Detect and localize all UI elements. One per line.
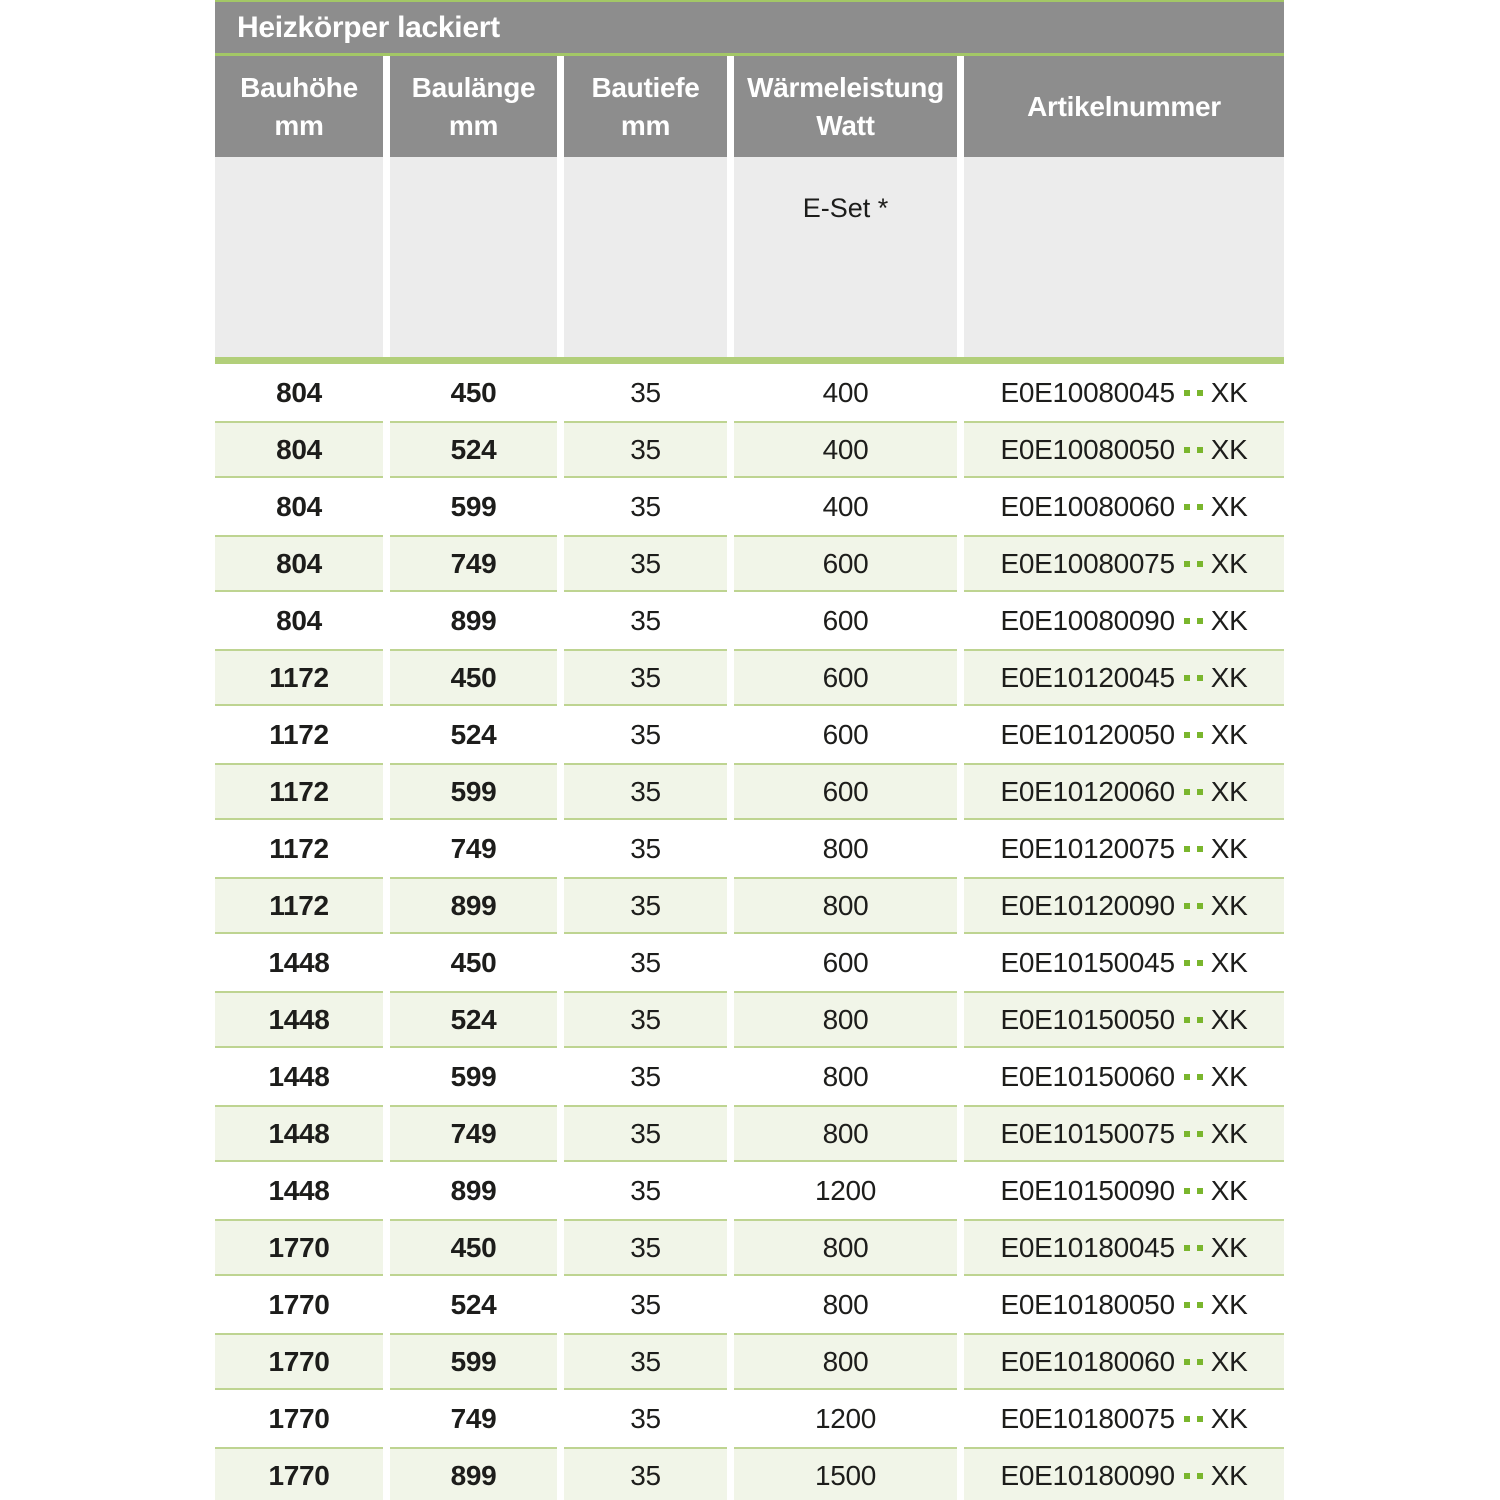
cell-artikelnummer [964,1390,1284,1447]
column-label: Artikelnummer [1027,90,1221,122]
cell-bauhoehe: 1172 [269,832,329,864]
code-placeholder-dot-icon [1184,846,1190,852]
column-header-artikelnummer [964,56,1284,157]
cell-artikelnummer [964,1162,1284,1219]
cell-bautiefe: 35 [564,991,727,1048]
cell-baulaenge: 450 [450,376,497,408]
artikelnummer-suffix: XK [1210,1288,1248,1320]
cell-watt: 800 [734,1219,957,1276]
code-placeholder-dot-icon [1184,504,1190,510]
artikelnummer-suffix: XK [1210,661,1248,693]
artikelnummer-suffix: XK [1210,1117,1248,1149]
code-placeholder-dot-icon [1184,1131,1190,1137]
code-placeholder-dot-icon [1197,504,1203,510]
cell-bauhoehe: 804 [215,421,383,478]
table-row [215,1276,1284,1333]
cell-artikelnummer [964,421,1284,478]
cell-artikelnummer [964,649,1284,706]
table-row [215,991,1284,1048]
cell-bautiefe: 35 [564,877,727,934]
cell-baulaenge: 749 [450,832,497,864]
cell-bautiefe: 35 [564,1447,727,1500]
cell-artikelnummer [964,535,1284,592]
artikelnummer-prefix: E0E10120050 [1000,718,1175,750]
code-placeholder-dot-icon [1184,675,1190,681]
cell-watt: 600 [822,718,869,750]
cell-artikelnummer [964,1276,1284,1333]
code-placeholder-dot-icon [1184,390,1190,396]
cell-bautiefe: 35 [630,490,661,522]
artikelnummer-suffix: XK [1210,490,1248,522]
code-placeholder-dot-icon [1184,1473,1190,1479]
code-placeholder-dot-icon [1197,960,1203,966]
code-placeholder-dot-icon [1197,1017,1203,1023]
cell-artikelnummer [964,1219,1284,1276]
code-placeholder-dot-icon [1197,1074,1203,1080]
artikelnummer-suffix: XK [1210,832,1248,864]
column-label: Bauhöhe [240,71,358,103]
column-label: Baulänge [411,71,536,103]
artikelnummer-prefix: E0E10120045 [1000,661,1175,693]
cell-artikelnummer [964,763,1284,820]
cell-bauhoehe: 804 [276,490,322,522]
code-placeholder-dot-icon [1184,1017,1190,1023]
cell-bauhoehe: 1448 [268,1060,330,1092]
cell-bautiefe: 35 [630,718,661,750]
artikelnummer-suffix: XK [1210,547,1248,579]
code-placeholder-dot-icon [1184,903,1190,909]
subheader-cell-bautiefe [564,157,727,357]
code-placeholder-dot-icon [1184,1074,1190,1080]
column-unit: mm [274,109,324,141]
cell-baulaenge: 899 [390,877,557,934]
cell-watt: 400 [822,376,869,408]
table-row [215,1162,1284,1219]
code-placeholder-dot-icon [1184,1188,1190,1194]
artikelnummer-prefix: E0E10150075 [1000,1117,1175,1149]
artikelnummer-suffix: XK [1210,433,1248,465]
code-placeholder-dot-icon [1184,1245,1190,1251]
artikelnummer-prefix: E0E10150090 [1000,1174,1175,1206]
table-row [215,1447,1284,1500]
code-placeholder-dot-icon [1184,960,1190,966]
cell-watt: 600 [822,946,869,978]
cell-artikelnummer [964,991,1284,1048]
eset-label: E-Set * [802,193,889,223]
cell-artikelnummer [964,364,1284,421]
cell-bauhoehe: 1770 [215,1333,383,1390]
table-subheader-row [215,157,1284,357]
cell-bautiefe: 35 [630,946,661,978]
cell-bautiefe: 35 [564,1105,727,1162]
artikelnummer-prefix: E0E10080050 [1000,433,1175,465]
code-placeholder-dot-icon [1184,561,1190,567]
cell-bautiefe: 35 [630,1060,661,1092]
artikelnummer-suffix: XK [1210,775,1248,807]
column-unit: mm [620,109,671,141]
code-placeholder-dot-icon [1197,789,1203,795]
table-row [215,364,1284,421]
cell-baulaenge: 450 [390,649,557,706]
cell-baulaenge: 749 [450,1402,497,1434]
cell-bautiefe: 35 [630,604,661,636]
code-placeholder-dot-icon [1197,561,1203,567]
table-row [215,877,1284,934]
column-header-bautiefe [564,56,727,157]
table-row [215,478,1284,535]
cell-bauhoehe: 1172 [215,649,383,706]
subheader-cell-baulaenge [390,157,557,357]
subheader-cell-artikelnummer [964,157,1284,357]
code-placeholder-dot-icon [1184,732,1190,738]
cell-artikelnummer [964,478,1284,535]
table-row [215,535,1284,592]
cell-bauhoehe: 804 [276,604,322,636]
artikelnummer-suffix: XK [1210,376,1248,408]
table-row [215,820,1284,877]
artikelnummer-suffix: XK [1210,604,1248,636]
cell-bautiefe: 35 [630,832,661,864]
artikelnummer-prefix: E0E10180050 [1000,1288,1175,1320]
cell-bautiefe: 35 [564,421,727,478]
code-placeholder-dot-icon [1197,846,1203,852]
table-row [215,763,1284,820]
code-placeholder-dot-icon [1197,1131,1203,1137]
code-placeholder-dot-icon [1184,1302,1190,1308]
artikelnummer-suffix: XK [1210,1459,1248,1491]
artikelnummer-suffix: XK [1210,1402,1248,1434]
artikelnummer-prefix: E0E10120060 [1000,775,1175,807]
cell-watt: 600 [734,649,957,706]
table-row [215,1048,1284,1105]
artikelnummer-suffix: XK [1210,1231,1248,1263]
cell-bauhoehe: 1448 [215,991,383,1048]
artikelnummer-prefix: E0E10180090 [1000,1459,1175,1491]
cell-baulaenge: 450 [390,1219,557,1276]
cell-artikelnummer [964,706,1284,763]
table-title: Heizkörper lackiert [215,2,1284,53]
cell-baulaenge: 899 [450,1174,497,1206]
artikelnummer-suffix: XK [1210,718,1248,750]
subheader-cell-bauhoehe [215,157,383,357]
code-placeholder-dot-icon [1184,789,1190,795]
cell-bauhoehe: 1448 [215,1105,383,1162]
cell-baulaenge: 599 [390,1333,557,1390]
cell-watt: 800 [734,877,957,934]
cell-baulaenge: 599 [450,490,497,522]
cell-watt: 1200 [814,1174,877,1206]
artikelnummer-suffix: XK [1210,1174,1248,1206]
artikelnummer-prefix: E0E10120090 [1000,889,1175,921]
cell-artikelnummer [964,1048,1284,1105]
artikelnummer-prefix: E0E10080075 [1000,547,1175,579]
table-row [215,649,1284,706]
artikelnummer-suffix: XK [1210,1345,1248,1377]
cell-artikelnummer [964,820,1284,877]
cell-bauhoehe: 1172 [215,877,383,934]
cell-watt: 800 [822,1060,869,1092]
subheader-cell-eset [734,157,957,357]
artikelnummer-prefix: E0E10180060 [1000,1345,1175,1377]
code-placeholder-dot-icon [1197,903,1203,909]
cell-baulaenge: 524 [390,991,557,1048]
cell-bautiefe: 35 [564,1219,727,1276]
cell-bauhoehe: 1172 [215,763,383,820]
artikelnummer-suffix: XK [1210,946,1248,978]
cell-watt: 1500 [734,1447,957,1500]
cell-bauhoehe: 1770 [215,1219,383,1276]
artikelnummer-suffix: XK [1210,889,1248,921]
column-label: Wärmeleistung [747,71,944,103]
artikelnummer-prefix: E0E10080045 [1000,376,1175,408]
cell-watt: 400 [734,421,957,478]
cell-artikelnummer [964,934,1284,991]
code-placeholder-dot-icon [1197,447,1203,453]
column-unit: Watt [816,109,875,141]
cell-watt: 800 [734,991,957,1048]
cell-artikelnummer [964,592,1284,649]
code-placeholder-dot-icon [1197,1473,1203,1479]
code-placeholder-dot-icon [1184,1359,1190,1365]
cell-bauhoehe: 1770 [268,1288,330,1320]
cell-bautiefe: 35 [630,376,661,408]
product-table [215,0,1284,1500]
code-placeholder-dot-icon [1184,1416,1190,1422]
artikelnummer-suffix: XK [1210,1003,1248,1035]
table-row [215,1333,1284,1390]
artikelnummer-prefix: E0E10150045 [1000,946,1175,978]
artikelnummer-prefix: E0E10150050 [1000,1003,1175,1035]
table-row [215,934,1284,991]
code-placeholder-dot-icon [1197,1416,1203,1422]
cell-baulaenge: 524 [390,421,557,478]
cell-bauhoehe: 804 [276,376,322,408]
artikelnummer-prefix: E0E10150060 [1000,1060,1175,1092]
table-row [215,421,1284,478]
code-placeholder-dot-icon [1197,675,1203,681]
artikelnummer-prefix: E0E10180075 [1000,1402,1175,1434]
artikelnummer-prefix: E0E10180045 [1000,1231,1175,1263]
cell-baulaenge: 599 [450,1060,497,1092]
table-row [215,1219,1284,1276]
code-placeholder-dot-icon [1197,1245,1203,1251]
cell-baulaenge: 899 [450,604,497,636]
code-placeholder-dot-icon [1197,618,1203,624]
cell-bautiefe: 35 [564,1333,727,1390]
code-placeholder-dot-icon [1197,1359,1203,1365]
cell-bautiefe: 35 [564,649,727,706]
cell-watt: 400 [822,490,869,522]
table-header-row [215,56,1284,157]
cell-bauhoehe: 1448 [268,946,330,978]
artikelnummer-prefix: E0E10120075 [1000,832,1175,864]
cell-watt: 800 [822,1288,869,1320]
cell-bautiefe: 35 [564,763,727,820]
cell-baulaenge: 599 [390,763,557,820]
cell-watt: 800 [822,832,869,864]
artikelnummer-prefix: E0E10080090 [1000,604,1175,636]
cell-watt: 1200 [814,1402,877,1434]
table-row [215,706,1284,763]
cell-bauhoehe: 1448 [268,1174,330,1206]
cell-watt: 600 [734,763,957,820]
column-header-baulaenge [390,56,557,157]
cell-bauhoehe: 1172 [269,718,329,750]
code-placeholder-dot-icon [1197,390,1203,396]
cell-bauhoehe: 1770 [215,1447,383,1500]
column-header-waermeleistung [734,56,957,157]
cell-baulaenge: 450 [450,946,497,978]
cell-baulaenge: 749 [390,1105,557,1162]
cell-baulaenge: 899 [390,1447,557,1500]
column-header-bauhoehe [215,56,383,157]
column-unit: mm [448,109,499,141]
cell-bauhoehe: 1770 [268,1402,330,1434]
cell-watt: 600 [734,535,957,592]
artikelnummer-prefix: E0E10080060 [1000,490,1175,522]
cell-bautiefe: 35 [630,1288,661,1320]
cell-bautiefe: 35 [630,1174,661,1206]
table-body [215,364,1284,1500]
cell-baulaenge: 524 [450,1288,497,1320]
artikelnummer-suffix: XK [1210,1060,1248,1092]
column-label: Bautiefe [591,71,700,103]
cell-watt: 800 [734,1333,957,1390]
code-placeholder-dot-icon [1197,1188,1203,1194]
cell-bauhoehe: 804 [215,535,383,592]
cell-watt: 800 [734,1105,957,1162]
table-row [215,592,1284,649]
table-row [215,1390,1284,1447]
code-placeholder-dot-icon [1197,1302,1203,1308]
cell-bautiefe: 35 [564,535,727,592]
cell-watt: 600 [822,604,869,636]
cell-baulaenge: 749 [390,535,557,592]
header-body-divider-line [215,357,1284,364]
cell-baulaenge: 524 [450,718,497,750]
cell-artikelnummer [964,1105,1284,1162]
code-placeholder-dot-icon [1184,447,1190,453]
table-row [215,1105,1284,1162]
code-placeholder-dot-icon [1197,732,1203,738]
cell-artikelnummer [964,877,1284,934]
cell-artikelnummer [964,1447,1284,1500]
cell-bautiefe: 35 [630,1402,661,1434]
cell-artikelnummer [964,1333,1284,1390]
code-placeholder-dot-icon [1184,618,1190,624]
